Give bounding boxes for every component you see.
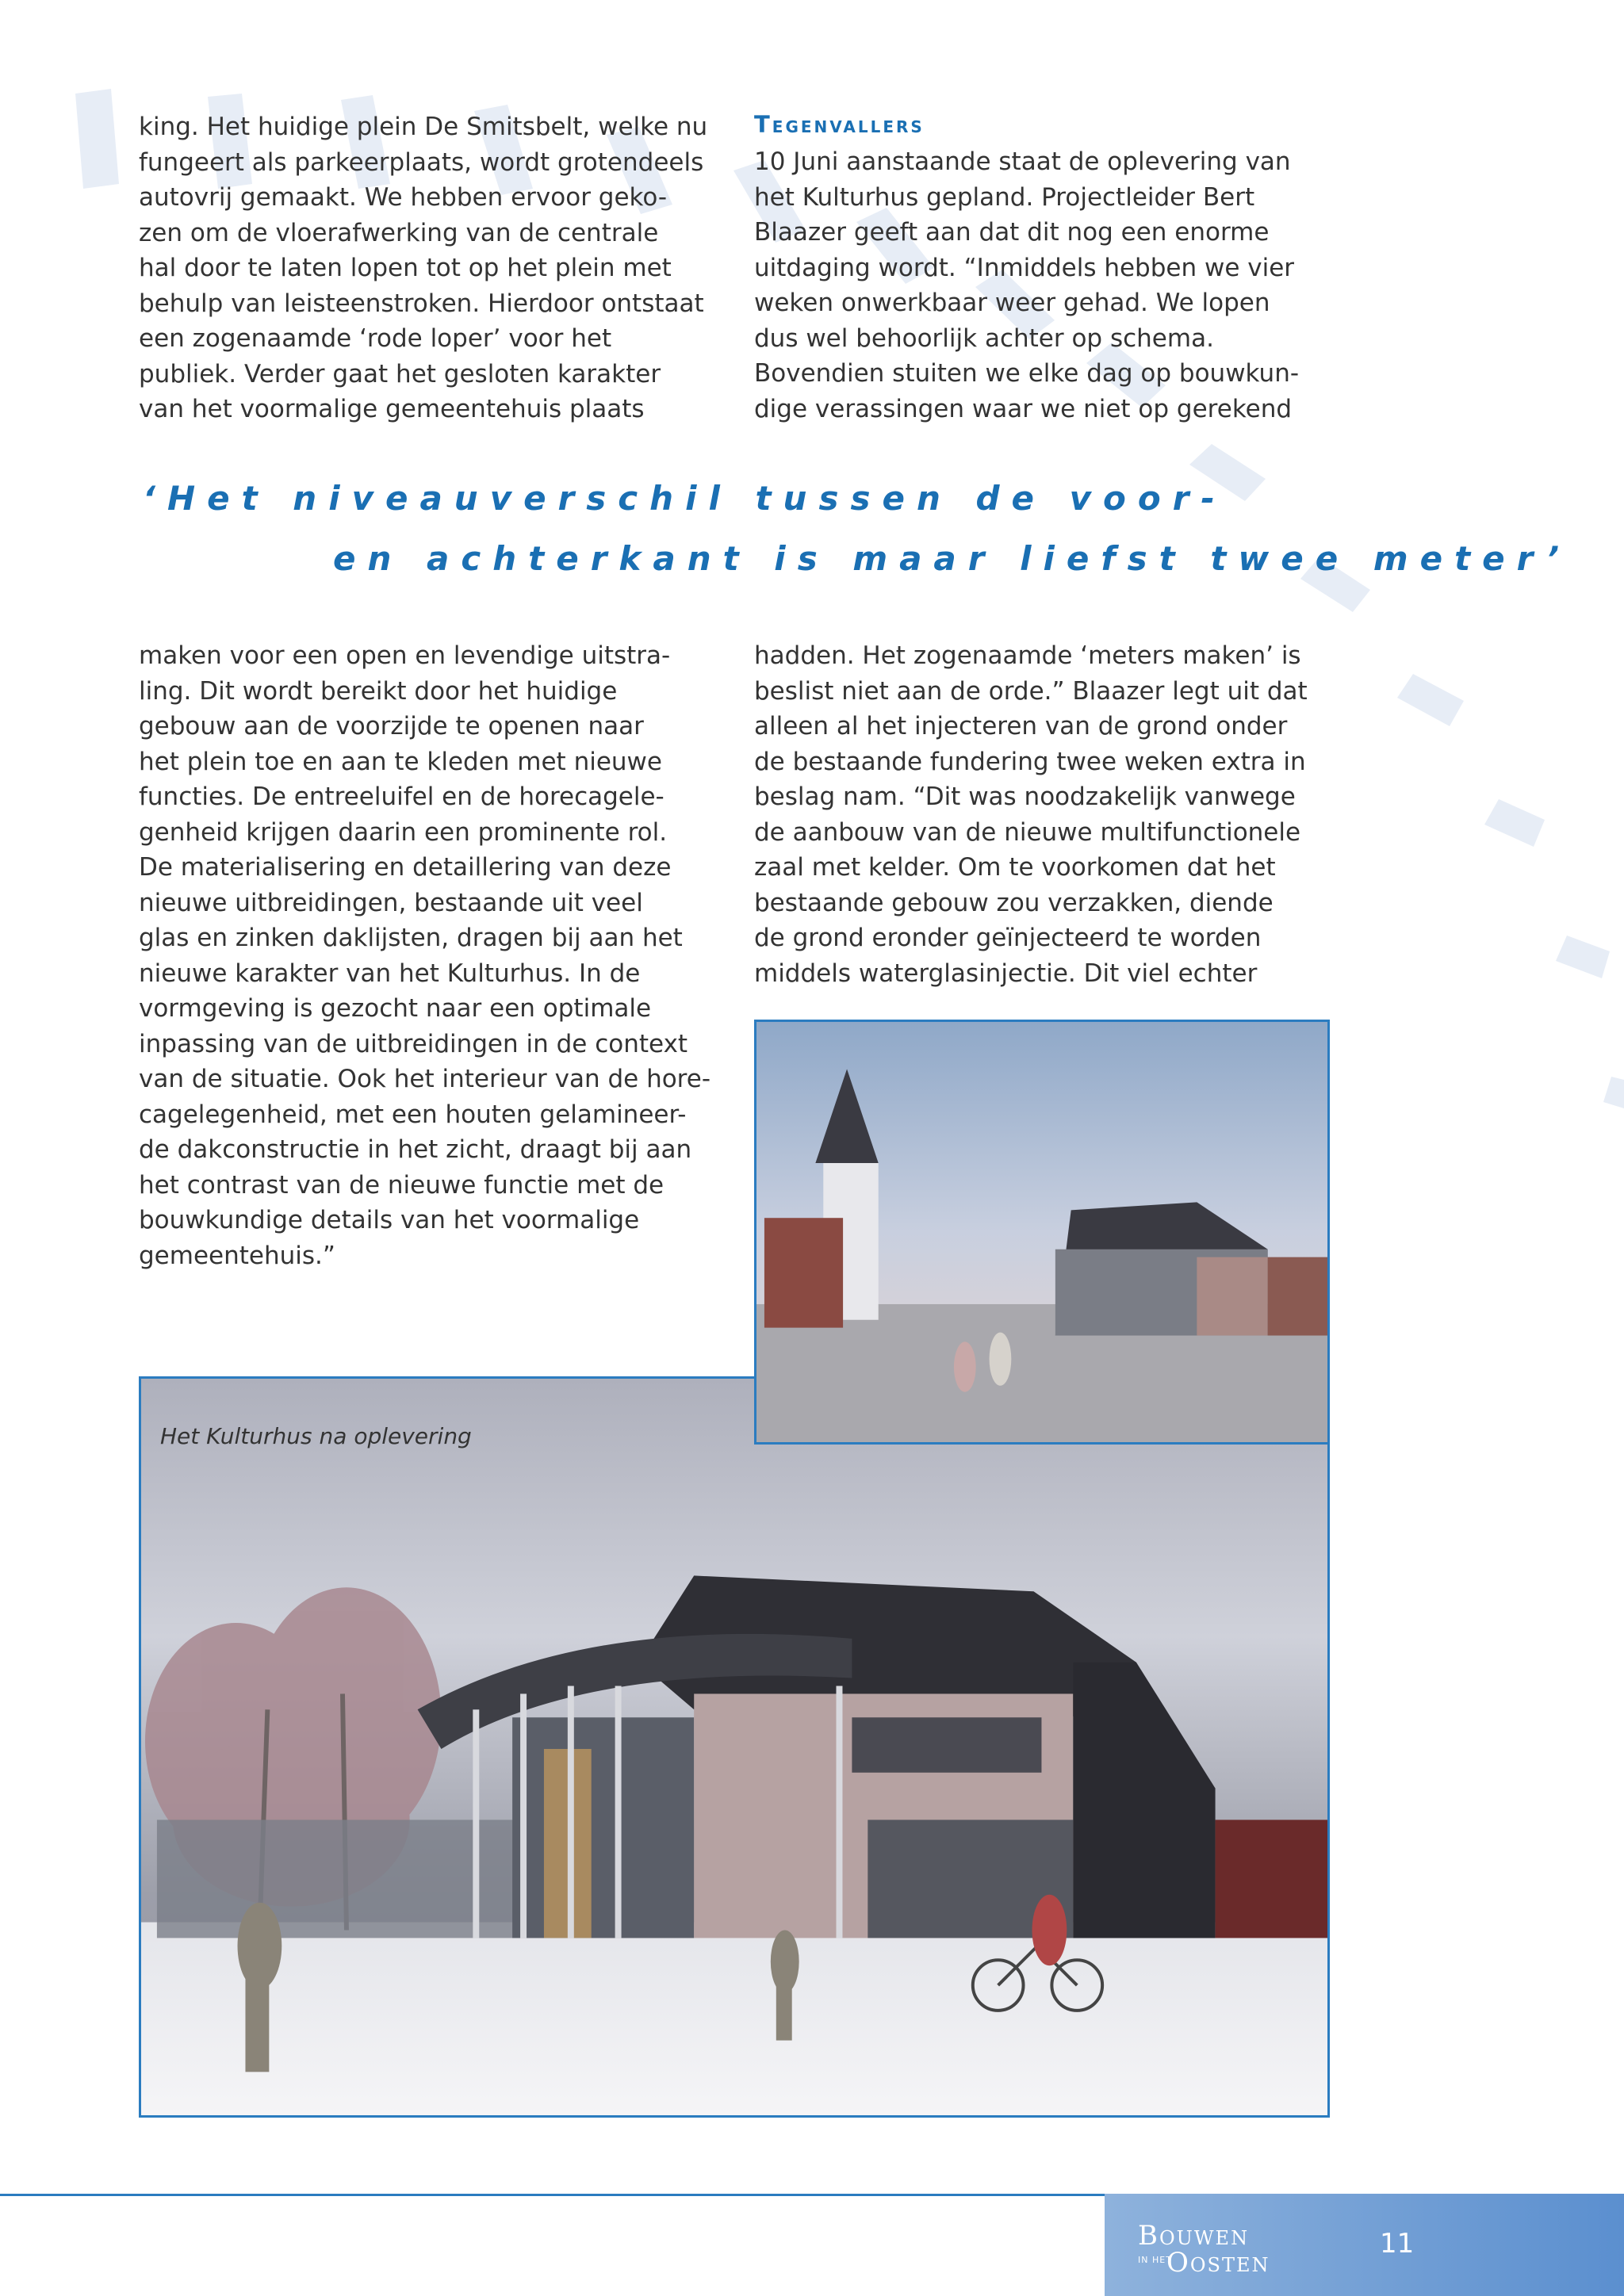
- text-line: functies. De entreeluifel en de horecagele-: [139, 783, 665, 811]
- text-line: behulp van leisteenstroken. Hierdoor ontstaat: [139, 289, 704, 318]
- text-line: het Kulturhus gepland. Projectleider Bert: [754, 182, 1255, 212]
- page-number: 11: [1380, 2228, 1415, 2260]
- footer-rule: [0, 2194, 1105, 2196]
- text-line: bestaande gebouw zou verzakken, diende: [754, 888, 1274, 917]
- pull-quote-line-1: ‘Het niveauverschil tussen de voor-: [143, 479, 1227, 518]
- body-text-column-top-left: [139, 109, 707, 427]
- text-line: zaal met kelder. Om te voorkomen dat het: [754, 853, 1276, 882]
- text-line: cagelegenheid, met een houten gelamineer-: [139, 1100, 687, 1129]
- text-line: de dakconstructie in het zicht, draagt bij aan: [139, 1135, 692, 1164]
- text-line: uitdaging wordt. “Inmiddels hebben we vier: [754, 253, 1295, 282]
- text-line: Bovendien stuiten we elke dag op bouwkun-: [754, 359, 1300, 388]
- text-line: weken onwerkbaar weer gehad. We lopen: [754, 289, 1270, 317]
- text-line: Blaazer geeft aan dat dit nog een enorme: [754, 218, 1270, 247]
- logo-word-2: Oosten: [1166, 2247, 1270, 2279]
- text-line: bouwkundige details van het voormalige: [139, 1206, 640, 1234]
- text-line: middels waterglasinjectie. Dit viel echter: [754, 959, 1258, 988]
- pull-quote-line-2: en achterkant is maar liefst twee meter’: [333, 539, 1572, 578]
- square-with-church-photo: [754, 1020, 1330, 1445]
- text-line: glas en zinken daklijsten, dragen bij aan het: [139, 924, 683, 952]
- text-line: maken voor een open en levendige uitstra-: [139, 641, 671, 670]
- kulturhus-rendering-photo: [139, 1376, 1330, 2118]
- text-line: genheid krijgen daarin een prominente rol.: [139, 817, 668, 847]
- logo-word-1: Bouwen: [1138, 2220, 1250, 2252]
- text-line: gebouw aan de voorzijde te openen naar: [139, 712, 644, 740]
- text-line: een zogenaamde ‘rode loper’ voor het: [139, 324, 612, 353]
- bouwen-in-het-oosten-logo: [1138, 2220, 1328, 2283]
- text-line: ling. Dit wordt bereikt door het huidige: [139, 676, 618, 706]
- text-line: king. Het huidige plein De Smitsbelt, welke nu: [139, 113, 708, 141]
- text-line: gemeentehuis.”: [139, 1241, 335, 1270]
- text-line: De materialisering en detaillering van deze: [139, 853, 672, 882]
- text-line: 10 Juni aanstaande staat de oplevering van: [754, 147, 1291, 176]
- text-line: beslist niet aan de orde.” Blaazer legt uit dat: [754, 676, 1308, 706]
- text-line: van de situatie. Ook het interieur van de hore-: [139, 1065, 711, 1093]
- text-line: dus wel behoorlijk achter op schema.: [754, 323, 1214, 353]
- text-line: nieuwe uitbreidingen, bestaande uit veel: [139, 888, 643, 917]
- text-line: beslag nam. “Dit was noodzakelijk vanwege: [754, 783, 1296, 811]
- photo-caption: Het Kulturhus na oplevering: [160, 1423, 472, 1449]
- section-heading: Tegenvallers: [754, 111, 925, 138]
- text-line: inpassing van de uitbreidingen in de context: [139, 1029, 688, 1058]
- text-line: de aanbouw van de nieuwe multifunctionele: [754, 817, 1301, 847]
- text-line: vormgeving is gezocht naar een optimale: [139, 994, 652, 1023]
- text-line: hadden. Het zogenaamde ‘meters maken’ is: [754, 641, 1301, 670]
- text-line: alleen al het injecteren van de grond onder: [754, 712, 1288, 740]
- text-line: het contrast van de nieuwe functie met de: [139, 1170, 665, 1200]
- text-line: de grond eronder geïnjecteerd te worden: [754, 924, 1262, 952]
- text-line: de bestaande fundering twee weken extra in: [754, 747, 1306, 776]
- body-text-column-top-right: [754, 144, 1299, 427]
- body-text-column-bottom-right: [754, 638, 1308, 991]
- text-line: het plein toe en aan te kleden met nieuwe: [139, 747, 662, 776]
- body-text-column-bottom-left: [139, 638, 710, 1273]
- text-line: publiek. Verder gaat het gesloten karakter: [139, 359, 661, 388]
- logo-small-text: IN HET: [1138, 2255, 1172, 2265]
- text-line: zen om de vloerafwerking van de centrale: [139, 218, 659, 247]
- text-line: nieuwe karakter van het Kulturhus. In de: [139, 959, 641, 988]
- text-line: autovrij gemaakt. We hebben ervoor geko-: [139, 183, 668, 212]
- text-line: van het voormalige gemeentehuis plaats: [139, 395, 645, 423]
- text-line: hal door te laten lopen tot op het plein met: [139, 254, 672, 282]
- text-line: dige verassingen waar we niet op gerekend: [754, 394, 1293, 423]
- text-line: fungeert als parkeerplaats, wordt grotendeels: [139, 147, 704, 177]
